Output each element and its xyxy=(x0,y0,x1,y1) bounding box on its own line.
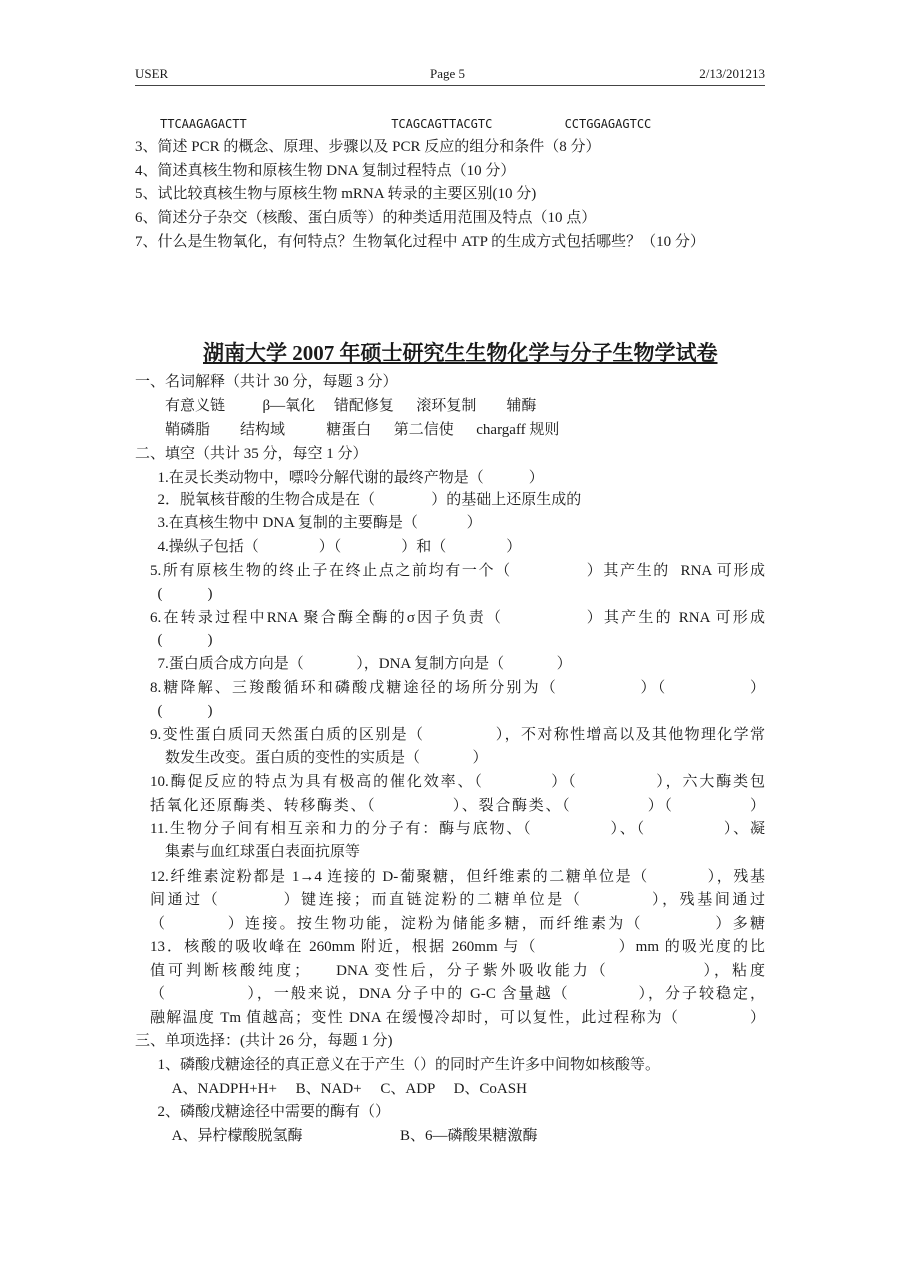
question-line: 2．脱氧核苷酸的生物合成是在（ ）的基础上还原生成的 xyxy=(150,492,582,508)
question-line: 8.糖降解、三羧酸循环和磷酸戊糖途径的场所分别为（ ）（ ） xyxy=(150,680,765,696)
question-line: 13．核酸的吸收峰在 260mm 附近，根据 260mm 与（ ）mm 的吸光度的比 xyxy=(150,939,765,955)
header-date: 2/13/201213 xyxy=(699,66,765,81)
question-line: ( ) xyxy=(150,632,213,648)
question-line: 4、简述真核生物和原核生物 DNA 复制过程特点（10 分） xyxy=(135,163,516,179)
section-heading: 一、名词解释（共计 30 分，每题 3 分） xyxy=(135,374,398,390)
question-line: 7.蛋白质合成方向是（ ），DNA 复制方向是（ ） xyxy=(150,656,572,672)
question-line: 数发生改变。蛋白质的变性的实质是（ ） xyxy=(150,750,488,766)
question-line: 2、磷酸戊糖途径中需要的酶有（） xyxy=(150,1104,391,1120)
question-line: 10.酶促反应的特点为具有极高的催化效率、（ ）（ ），六大酶类包 xyxy=(150,774,765,790)
header-user: USER xyxy=(135,66,169,81)
question-line: 集素与血红球蛋白表面抗原等 xyxy=(150,844,361,860)
question-line: 间通过（ ）键连接；而直链淀粉的二糖单位是（ ），残基间通过 xyxy=(150,892,765,908)
question-line: ( ) xyxy=(150,586,213,602)
question-line: 6.在转录过程中RNA 聚合酶全酶的σ因子负责（ ）其产生的 RNA 可形成 xyxy=(150,610,765,626)
question-line: （ ），一般来说，DNA 分子中的 G-C 含量越（ ），分子较稳定， xyxy=(150,986,765,1002)
dna-sequences: TTCAAGAGACTT TCAGCAGTTACGTC CCTGGAGAGTCC xyxy=(160,117,652,131)
question-line: 括氧化还原酶类、转移酶类、（ ）、裂合酶类、（ ）（ ） xyxy=(150,798,765,814)
question-line: 3、简述 PCR 的概念、原理、步骤以及 PCR 反应的组分和条件（8 分） xyxy=(135,139,601,155)
question-line: 值可判断核酸纯度； DNA 变性后，分子紫外吸收能力（ ），粘度 xyxy=(150,963,765,979)
question-line: 11.生物分子间有相互亲和力的分子有：酶与底物、（ ）、（ ）、凝 xyxy=(150,821,765,837)
header-divider xyxy=(135,85,765,86)
question-line: 5、试比较真核生物与原核生物 mRNA 转录的主要区别(10 分) xyxy=(135,186,537,202)
question-line: 鞘磷脂 结构域 糖蛋白 第二信使 chargaff 规则 xyxy=(150,422,560,438)
section-heading: 二、填空（共计 35 分，每空 1 分） xyxy=(135,446,368,462)
header-page-number: Page 5 xyxy=(430,66,466,81)
exam-title: 湖南大学 2007 年硕士研究生生物化学与分子生物学试卷 xyxy=(203,341,718,365)
question-line: 融解温度 Tm 值越高；变性 DNA 在缓慢冷却时，可以复性，此过程称为（ ） xyxy=(150,1010,765,1026)
question-line: A、异柠檬酸脱氢酶 B、6—磷酸果糖激酶 xyxy=(150,1128,538,1144)
question-line: 有意义链 β—氧化 错配修复 滚环复制 辅酶 xyxy=(150,398,537,414)
question-line: 9.变性蛋白质同天然蛋白质的区别是（ ），不对称性增高以及其他物理化学常 xyxy=(150,727,765,743)
question-line: 4.操纵子包括（ ）（ ）和（ ） xyxy=(150,539,522,555)
question-line: ( ) xyxy=(150,703,213,719)
section-heading: 三、单项选择：(共计 26 分，每题 1 分) xyxy=(135,1033,393,1049)
question-line: （ ）连接。按生物功能，淀粉为储能多糖，而纤维素为（ ）多糖 xyxy=(150,916,765,932)
question-line: A、NADPH+H+ B、NAD+ C、ADP D、CoASH xyxy=(150,1081,527,1097)
question-line: 5.所有原核生物的终止子在终止点之前均有一个（ ）其产生的 RNA 可形成 xyxy=(150,563,765,579)
question-line: 1、磷酸戊糖途径的真正意义在于产生（）的同时产生许多中间物如核酸等。 xyxy=(150,1057,661,1073)
question-line: 12.纤维素淀粉都是 1→4 连接的 D-葡聚糖，但纤维素的二糖单位是（ ），残基 xyxy=(150,869,765,885)
question-line: 3.在真核生物中 DNA 复制的主要酶是（ ） xyxy=(150,515,482,531)
question-line: 6、简述分子杂交（核酸、蛋白质等）的种类适用范围及特点（10 点） xyxy=(135,210,597,226)
question-line: 7、什么是生物氧化，有何特点？生物氧化过程中 ATP 的生成方式包括哪些？（10 分） xyxy=(135,234,705,250)
question-line: 1.在灵长类动物中，嘌呤分解代谢的最终产物是（ ） xyxy=(150,470,544,486)
